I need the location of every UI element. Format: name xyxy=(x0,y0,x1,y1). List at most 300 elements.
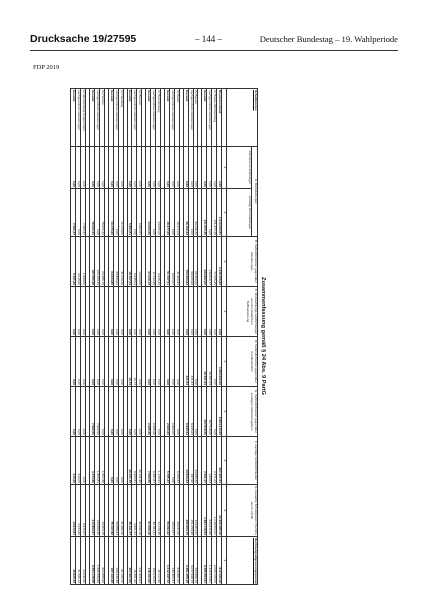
value-cell: 7.969,52 xyxy=(95,387,100,437)
value-cell: 0,00 xyxy=(113,189,118,237)
spacer-cell xyxy=(86,485,90,537)
value-cell: 0,00 xyxy=(217,147,222,189)
value-cell: 0,00 xyxy=(81,437,86,485)
spacer-cell xyxy=(161,387,165,437)
spacer-cell xyxy=(104,537,108,585)
value-cell: 39.192,42 xyxy=(193,189,198,237)
value-cell: 0,00 xyxy=(207,189,212,237)
value-cell: 0,00 xyxy=(113,337,118,387)
spacer-cell xyxy=(198,537,202,585)
value-cell: 0,00 xyxy=(76,147,81,189)
value-cell: 0,00 xyxy=(118,387,123,437)
spacer-cell xyxy=(86,387,90,437)
row-label: nachgeordnete Gliederungen xyxy=(76,89,81,147)
spacer-cell xyxy=(198,147,202,189)
currency-cell: € xyxy=(222,189,227,237)
value-cell: 77.005,25 xyxy=(212,237,217,287)
col-header-provisions: A. Rückstellungen xyxy=(252,147,258,237)
value-cell: 0,00 xyxy=(90,287,95,337)
value-cell: 0,00 xyxy=(156,287,161,337)
value-cell: 2.554.178,88 xyxy=(90,537,95,585)
spacer-cell xyxy=(123,89,127,147)
row-label: Gesamt xyxy=(90,89,95,147)
value-cell: 0,00 xyxy=(169,189,174,237)
value-cell: 9.024,57 xyxy=(169,237,174,287)
value-cell: 0,00 xyxy=(137,337,142,387)
spacer-cell xyxy=(161,189,165,237)
spacer-cell xyxy=(179,189,183,237)
spacer-cell xyxy=(179,147,183,189)
value-cell: 20.011,95 xyxy=(137,437,142,485)
spacer-cell xyxy=(123,147,127,189)
row-label: LV Bremen xyxy=(137,89,142,147)
spacer-cell xyxy=(179,89,183,147)
spacer-row xyxy=(161,89,165,585)
value-cell: 31.079,16 xyxy=(118,237,123,287)
table-row xyxy=(95,89,100,585)
value-cell: 5.911,60 xyxy=(71,237,76,287)
spacer-cell xyxy=(179,537,183,585)
value-cell: 0,00 xyxy=(108,387,113,437)
value-cell: 307.967,56 xyxy=(127,537,132,585)
spacer-cell xyxy=(161,147,165,189)
spacer-cell xyxy=(198,287,202,337)
value-cell: 4.018,60 xyxy=(76,237,81,287)
spacer-cell xyxy=(161,437,165,485)
value-cell: 152.076,54 xyxy=(151,537,156,585)
row-label: Gesamt xyxy=(108,89,113,147)
row-label: LV Brandenburg xyxy=(156,89,161,147)
value-cell: 0,00 xyxy=(151,147,156,189)
value-cell: 43.523,23 xyxy=(183,437,188,485)
value-cell: 0,00 xyxy=(193,147,198,189)
value-cell: 9.936,44 xyxy=(156,237,161,287)
value-cell: 49.487,34 xyxy=(207,337,212,387)
spacer-cell xyxy=(104,437,108,485)
value-cell: 146.816,77 xyxy=(207,237,212,287)
value-cell: 2.900,00 xyxy=(169,387,174,437)
value-cell: 0,00 xyxy=(81,337,86,387)
spacer-cell xyxy=(104,189,108,237)
value-cell: 0,00 xyxy=(76,287,81,337)
value-cell: 0,00 xyxy=(169,437,174,485)
table-row xyxy=(165,89,170,585)
row-label: Bundesverband xyxy=(217,89,222,147)
value-cell: 63.385,79 xyxy=(99,237,104,287)
value-cell: 18.477,09 xyxy=(165,189,170,237)
spacer-cell xyxy=(179,437,183,485)
value-cell: 1.178,91 xyxy=(156,437,161,485)
value-cell: 0,00 xyxy=(127,147,132,189)
value-cell: 0,00 xyxy=(212,387,217,437)
row-label: LV Berlin xyxy=(174,89,179,147)
value-cell: 56.062,22 xyxy=(165,485,170,537)
value-cell: 0,00 xyxy=(108,337,113,387)
value-cell: 33.855,64 xyxy=(113,485,118,537)
spacer-cell xyxy=(198,237,202,287)
currency-cell: € xyxy=(222,485,227,537)
table-row xyxy=(137,89,142,585)
spacer-cell xyxy=(123,537,127,585)
row-label: nachgeordnete Gliederungen xyxy=(207,89,212,147)
value-cell: 178.194,50 xyxy=(146,537,151,585)
value-cell: 216,00 xyxy=(76,437,81,485)
table-row xyxy=(132,89,137,585)
spacer-cell xyxy=(198,189,202,237)
table-row xyxy=(118,89,123,585)
spacer-cell xyxy=(104,237,108,287)
value-cell: 5.884,51 xyxy=(137,189,142,237)
value-cell: 343.856,72 xyxy=(193,537,198,585)
row-label: Gesamt xyxy=(202,89,207,147)
header-rule xyxy=(30,50,398,51)
value-cell: 0,00 xyxy=(188,189,193,237)
value-cell: 2.900,00 xyxy=(165,387,170,437)
value-cell: 0,00 xyxy=(151,189,156,237)
value-cell: 187.569,28 xyxy=(90,237,95,287)
value-cell: 93.000,62 xyxy=(188,237,193,287)
value-cell: 0,00 xyxy=(174,337,179,387)
spacer-cell xyxy=(86,287,90,337)
table-row xyxy=(71,89,76,585)
table-row xyxy=(174,89,179,585)
value-cell: 27.049,12 xyxy=(146,237,151,287)
value-cell: 30.690,16 xyxy=(137,485,142,537)
value-cell: 13.024,57 xyxy=(169,485,174,537)
row-label: LV Baden-Württemberg xyxy=(212,89,217,147)
value-cell: 876.867,21 xyxy=(174,537,179,585)
value-cell: 78.000,34 xyxy=(99,189,104,237)
table-row xyxy=(188,89,193,585)
spacer-row xyxy=(179,89,183,585)
value-cell: 8.999,81 xyxy=(132,437,137,485)
value-cell: 7.969,52 xyxy=(90,387,95,437)
spacer-cell xyxy=(198,437,202,485)
value-cell: 0,00 xyxy=(113,147,118,189)
value-cell: 2.295,66 xyxy=(151,387,156,437)
value-cell: 75.107,80 xyxy=(108,485,113,537)
value-cell: 4.234,60 xyxy=(76,485,81,537)
currency-row xyxy=(222,89,227,585)
value-cell: 0,00 xyxy=(193,387,198,437)
value-cell: 0,00 xyxy=(165,147,170,189)
document-number xyxy=(30,33,136,45)
spacer-cell xyxy=(161,337,165,387)
spacer-cell xyxy=(123,189,127,237)
value-cell: 0,00 xyxy=(212,147,217,189)
spacer-cell xyxy=(161,287,165,337)
table-body xyxy=(71,89,222,585)
value-cell: 17.112,68 xyxy=(151,237,156,287)
value-cell: 231.605,94 xyxy=(137,537,142,585)
value-cell: 0,00 xyxy=(118,287,123,337)
value-cell: 0,00 xyxy=(137,387,142,437)
value-cell: 13.610,97 xyxy=(71,485,76,537)
spacer-cell xyxy=(142,485,146,537)
table-row xyxy=(81,89,86,585)
value-cell: 0,00 xyxy=(212,287,217,337)
spacer-cell xyxy=(104,337,108,387)
spacer-cell xyxy=(179,237,183,287)
value-cell: 213.862,67 xyxy=(90,485,95,537)
value-cell: 0,00 xyxy=(146,147,151,189)
row-label: Gesamt xyxy=(146,89,151,147)
spacer-cell xyxy=(161,89,165,147)
value-cell: 211.977,25 xyxy=(212,189,217,237)
value-cell: 31.696,13 xyxy=(76,537,81,585)
value-cell: 0,00 xyxy=(169,287,174,337)
value-cell: 136.300,51 xyxy=(169,537,174,585)
value-cell: 6.387,67 xyxy=(151,437,156,485)
value-cell: 0,00 xyxy=(99,387,104,437)
row-label: nachgeordnete Gliederungen xyxy=(151,89,156,147)
value-cell: 0,00 xyxy=(113,437,118,485)
value-cell: 2.371,64 xyxy=(212,437,217,485)
value-cell: 0,00 xyxy=(207,287,212,337)
value-cell: 0,00 xyxy=(118,437,123,485)
currency-cell: € xyxy=(222,237,227,287)
value-cell: 0,00 xyxy=(95,287,100,337)
value-cell: 0,00 xyxy=(132,147,137,189)
value-cell: 0,00 xyxy=(183,287,188,337)
value-cell: 0,00 xyxy=(90,147,95,189)
value-cell: 0,00 xyxy=(132,387,137,437)
spacer-cell xyxy=(142,537,146,585)
spacer-cell xyxy=(86,89,90,147)
value-cell: 7.483,37 xyxy=(81,189,86,237)
value-cell: 0,00 xyxy=(137,147,142,189)
value-cell: 1.416.674,81 xyxy=(207,537,212,585)
table-caption: Zusammenfassung gemäß § 24 Abs. 9 PartG xyxy=(260,277,266,395)
row-label: LV Mecklenburg-Vorpommern xyxy=(81,89,86,147)
value-cell: 0,00 xyxy=(81,387,86,437)
doc-number-value: 27595 xyxy=(107,33,137,45)
value-cell: 45.926,33 xyxy=(71,537,76,585)
spacer-cell xyxy=(179,387,183,437)
value-cell: 8.645,64 xyxy=(183,387,188,437)
value-cell: 265.953,75 xyxy=(183,485,188,537)
value-cell: 4.803.000,00 xyxy=(217,337,222,387)
page-number: – 144 – xyxy=(195,34,222,44)
value-cell: 26.117,96 xyxy=(156,537,161,585)
currency-cell: € xyxy=(222,147,227,189)
value-cell: 0,00 xyxy=(76,189,81,237)
value-cell: 2.511,17 xyxy=(202,437,207,485)
spacer-cell xyxy=(123,287,127,337)
value-cell: 13.069,00 xyxy=(137,237,142,287)
table-row xyxy=(108,89,113,585)
table-row xyxy=(193,89,198,585)
value-cell: 39.192,42 xyxy=(183,189,188,237)
table-row xyxy=(99,89,104,585)
value-cell: 0,00 xyxy=(113,287,118,337)
value-cell: 10.173,00 xyxy=(108,189,113,237)
currency-cell: € xyxy=(222,537,227,585)
value-cell: 43.037,65 xyxy=(174,485,179,537)
value-cell: 0,00 xyxy=(193,337,198,387)
spacer-cell xyxy=(142,189,146,237)
table-row xyxy=(156,89,161,585)
value-cell: 1.567,88 xyxy=(99,437,104,485)
value-cell: 0,00 xyxy=(108,147,113,189)
value-cell: 4.921,61 xyxy=(132,485,137,537)
spacer-row xyxy=(142,89,146,585)
value-cell: 64.934,80 xyxy=(108,237,113,287)
spacer-cell xyxy=(142,89,146,147)
value-cell: 29.011,76 xyxy=(127,437,132,485)
table-row xyxy=(212,89,217,585)
value-cell: 0,00 xyxy=(169,147,174,189)
spacer-cell xyxy=(198,387,202,437)
spacer-cell xyxy=(142,337,146,387)
value-cell: 3.373,69 xyxy=(90,437,95,485)
value-cell: 0,00 xyxy=(146,337,151,387)
value-cell: 0,00 xyxy=(151,287,156,337)
table-row xyxy=(183,89,188,585)
value-cell: 0,00 xyxy=(156,147,161,189)
legislative-period: Deutscher Bundestag – 19. Wahlperiode xyxy=(259,34,398,44)
value-cell: 0,00 xyxy=(188,147,193,189)
value-cell: 60.300,00 xyxy=(193,237,198,287)
row-label: LV Bayern xyxy=(193,89,198,147)
currency-cell: € xyxy=(222,287,227,337)
value-cell: 24.115,35 xyxy=(156,485,161,537)
table-header-row xyxy=(252,89,258,585)
value-cell: 3.037.598,73 xyxy=(188,537,193,585)
spacer-cell xyxy=(86,189,90,237)
value-cell: 3.485.394,81 xyxy=(202,537,207,585)
value-cell: 367.518,50 xyxy=(202,387,207,437)
currency-cell: € xyxy=(222,337,227,387)
currency-cell: € xyxy=(222,387,227,437)
value-cell: 1.012.167,72 xyxy=(165,537,170,585)
value-cell: 4.439.365,98 xyxy=(217,237,222,287)
table-row xyxy=(76,89,81,585)
spacer-cell xyxy=(86,337,90,387)
value-cell: 0,00 xyxy=(95,189,100,237)
spacer-cell xyxy=(86,537,90,585)
value-cell: 211.977,25 xyxy=(202,189,207,237)
value-cell: 0,00 xyxy=(174,147,179,189)
value-cell: 341,54 xyxy=(188,337,193,387)
value-cell: 663.888,99 xyxy=(99,537,104,585)
value-cell: 0,00 xyxy=(99,287,104,337)
value-cell: 13.000,00 xyxy=(146,189,151,237)
value-cell: 14.230,20 xyxy=(81,537,86,585)
spacer-cell xyxy=(142,387,146,437)
spacer-cell xyxy=(86,147,90,189)
value-cell: 0,00 xyxy=(207,147,212,189)
col-header-accruals: Rechnungsabgrenzungsposten xyxy=(227,537,258,585)
col-header-other-provisions: sonstige Rückstellungen xyxy=(227,189,252,237)
table-row xyxy=(207,89,212,585)
value-cell: 19,73 xyxy=(132,337,137,387)
value-cell: 0,00 xyxy=(188,287,193,337)
value-cell: 18.477,09 xyxy=(174,189,179,237)
value-cell: 0,00 xyxy=(137,287,142,337)
value-cell: 61.722,70 xyxy=(118,537,123,585)
value-cell: 19,73 xyxy=(127,337,132,387)
spacer-row xyxy=(104,89,108,585)
value-cell: 0,00 xyxy=(165,287,170,337)
value-cell: 79.903,75 xyxy=(99,485,104,537)
value-cell: 367.518,50 xyxy=(207,387,212,437)
value-cell: 187.163,38 xyxy=(108,537,113,585)
value-cell: 0,00 xyxy=(118,337,123,387)
row-label: nachgeordnete Gliederungen xyxy=(113,89,118,147)
value-cell: 0,00 xyxy=(81,147,86,189)
spacer-cell xyxy=(142,437,146,485)
value-cell: 223.822,02 xyxy=(202,237,207,287)
spacer-cell xyxy=(123,437,127,485)
value-cell: 0,00 xyxy=(118,147,123,189)
table-row xyxy=(127,89,132,585)
value-cell: 0,00 xyxy=(151,337,156,387)
spacer-cell xyxy=(161,485,165,537)
value-cell: 119.904,17 xyxy=(193,485,198,537)
value-cell: 2.295,66 xyxy=(146,387,151,437)
spacer-row xyxy=(198,89,202,585)
spacer-cell xyxy=(123,237,127,287)
table-row xyxy=(151,89,156,585)
value-cell: 8.645,64 xyxy=(188,387,193,437)
value-cell: 0,00 xyxy=(165,337,170,387)
value-cell: 6.864.210,00 xyxy=(217,387,222,437)
row-label: nachgeordnete Gliederungen xyxy=(132,89,137,147)
row-label: Gesamt xyxy=(183,89,188,147)
table-row xyxy=(90,89,95,585)
value-cell: 0,00 xyxy=(108,287,113,337)
value-cell: 57.056,46 xyxy=(146,485,151,537)
spacer-cell xyxy=(123,485,127,537)
spacer-cell xyxy=(179,485,183,537)
table-row xyxy=(113,89,118,585)
value-cell: 49.487,34 xyxy=(202,337,207,387)
spacer-cell xyxy=(104,387,108,437)
value-cell: 0,00 xyxy=(76,387,81,437)
value-cell: 1.893,00 xyxy=(81,237,86,287)
value-cell: 0,00 xyxy=(99,147,104,189)
col-header-banks: D. Verbindlichkeiten gegenüber Kreditinstituten xyxy=(227,337,258,387)
value-cell: 0,00 xyxy=(71,287,76,337)
value-cell: -812.166,48 xyxy=(217,537,222,585)
table-row xyxy=(169,89,174,585)
value-cell: 0,00 xyxy=(146,287,151,337)
spacer-cell xyxy=(142,237,146,287)
table-row xyxy=(217,89,222,585)
col-header-other: F. sonstige Verbindlichkeiten xyxy=(227,437,258,485)
value-cell: 9.376,37 xyxy=(81,485,86,537)
value-cell: 0,00 xyxy=(156,387,161,437)
value-cell: 634.615,86 xyxy=(207,485,212,537)
value-cell: 0,00 xyxy=(174,387,179,437)
spacer-cell xyxy=(142,147,146,189)
value-cell: 0,00 xyxy=(132,287,137,337)
table-row xyxy=(202,89,207,585)
value-cell: 0,00 xyxy=(113,387,118,437)
spacer-cell xyxy=(104,89,108,147)
value-cell: 7.483,37 xyxy=(71,189,76,237)
party-label: FDP 2019 xyxy=(33,64,60,71)
value-cell: 0,00 xyxy=(127,387,132,437)
spacer-cell xyxy=(86,437,90,485)
value-cell: 5.638,04 xyxy=(132,237,137,287)
spacer-cell xyxy=(198,337,202,387)
value-cell: 0,00 xyxy=(169,337,174,387)
liabilities-table xyxy=(70,88,258,585)
value-cell: 153.300,62 xyxy=(183,237,188,287)
value-cell: 76.361,62 xyxy=(132,537,137,585)
